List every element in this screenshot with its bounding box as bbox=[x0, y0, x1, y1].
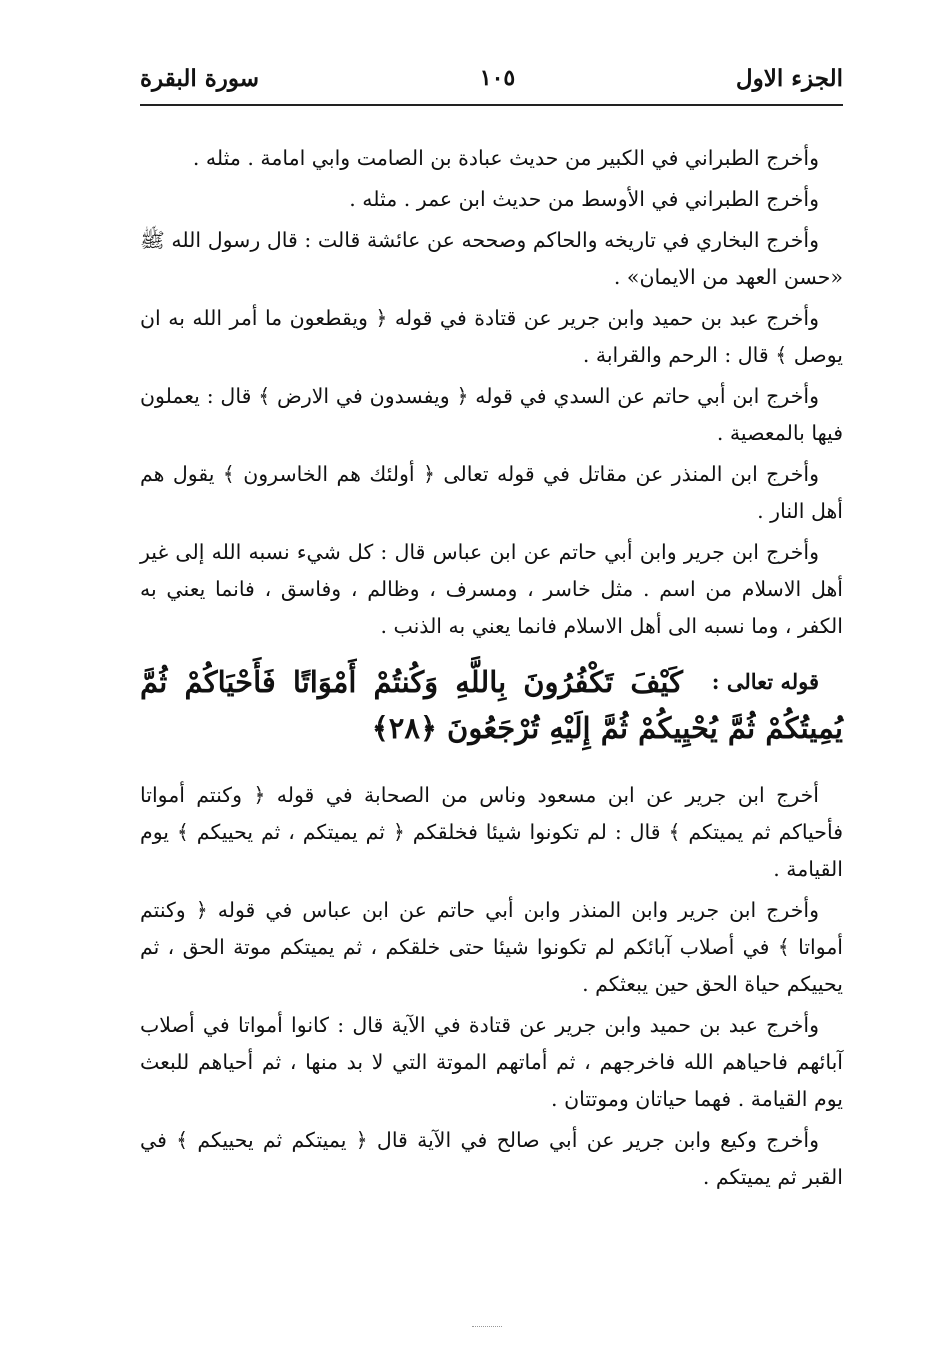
page-number: ١٠٥ bbox=[479, 65, 516, 91]
page-bottom-mark bbox=[472, 1326, 502, 1327]
page-header bbox=[140, 58, 843, 98]
paragraph: وأخرج عبد بن حميد وابن جرير عن قتادة في قوله ﴿ ويقطعون ما أمر الله به ان يوصل ﴾ قال : الرحم والقرابة . bbox=[140, 306, 843, 367]
surah-title: سورة البقرة bbox=[140, 64, 260, 92]
paragraph: أخرج ابن جرير عن ابن مسعود وناس من الصحابة في قوله ﴿ وكنتم أمواتا فأحياكم ثم يميتكم ﴾ قال : لم تكونوا شيئا فخلقكم ﴿ ثم يميتكم ، ثم يحييكم ﴾ يوم القيامة . bbox=[140, 783, 843, 881]
paragraph: وأخرج البخاري في تاريخه والحاكم وصححه عن عائشة قالت : قال رسول الله ﷺ «حسن العهد من الايمان» . bbox=[140, 228, 843, 289]
paragraph: وأخرج الطبراني في الأوسط من حديث ابن عمر . مثله . bbox=[349, 187, 819, 211]
paragraph: وأخرج الطبراني في الكبير من حديث عبادة بن الصامت وابي امامة . مثله . bbox=[192, 146, 819, 170]
paragraph: وأخرج ابن جرير وابن المنذر وابن أبي حاتم عن ابن عباس في قوله ﴿ وكنتم أمواتا ﴾ في أصلاب آبائكم لم تكونوا شيئا حتى خلقكم ، ثم يميتكم موتة الحق ، ثم يحييكم حياة الحق حين يبعثكم . bbox=[140, 898, 843, 996]
verse-label: قوله تعالى : bbox=[711, 669, 819, 694]
paragraph: وأخرج ابن المنذر عن مقاتل في قوله تعالى ﴿ أولئك هم الخاسرون ﴾ يقول هم أهل النار . bbox=[140, 462, 843, 523]
page-body bbox=[140, 140, 843, 1200]
quran-verse-block bbox=[140, 659, 843, 759]
verse-text: كَيْفَ تَكْفُرُونَ بِاللَّهِ وَكُنتُمْ أَمْوَاتًا فَأَحْيَاكُمْ ثُمَّ يُمِيتُكُمْ ثُمَّ يُحْيِيكُمْ ثُمَّ إِلَيْهِ تُرْجَعُونَ ﴿٢٨﴾ bbox=[140, 665, 843, 745]
paragraph: وأخرج وكيع وابن جرير عن أبي صالح في الآية قال ﴿ يميتكم ثم يحييكم ﴾ في القبر ثم يميتكم . bbox=[140, 1128, 843, 1189]
paragraph: وأخرج ابن أبي حاتم عن السدي في قوله ﴿ ويفسدون في الارض ﴾ قال : يعملون فيها بالمعصية . bbox=[140, 384, 843, 445]
paragraph: وأخرج عبد بن حميد وابن جرير عن قتادة في الآية قال : كانوا أمواتا في أصلاب آبائهم فاحياهم الله فاخرجهم ، ثم أماتهم الموتة التي لا بد منها ، ثم أحياهم للبعث يوم القيامة . فهما حياتان وموتتان . bbox=[140, 1013, 843, 1111]
header-divider bbox=[140, 104, 843, 106]
part-title: الجزء الاول bbox=[735, 64, 843, 92]
paragraph: وأخرج ابن جرير وابن أبي حاتم عن ابن عباس قال : كل شيء نسبه الله إلى غير أهل الاسلام من اسم . مثل خاسر ، ومسرف ، وظالم ، وفاسق ، فانما يعني به الكفر ، وما نسبه الى أهل الاسلام فانما يعني به الذنب . bbox=[140, 540, 843, 638]
